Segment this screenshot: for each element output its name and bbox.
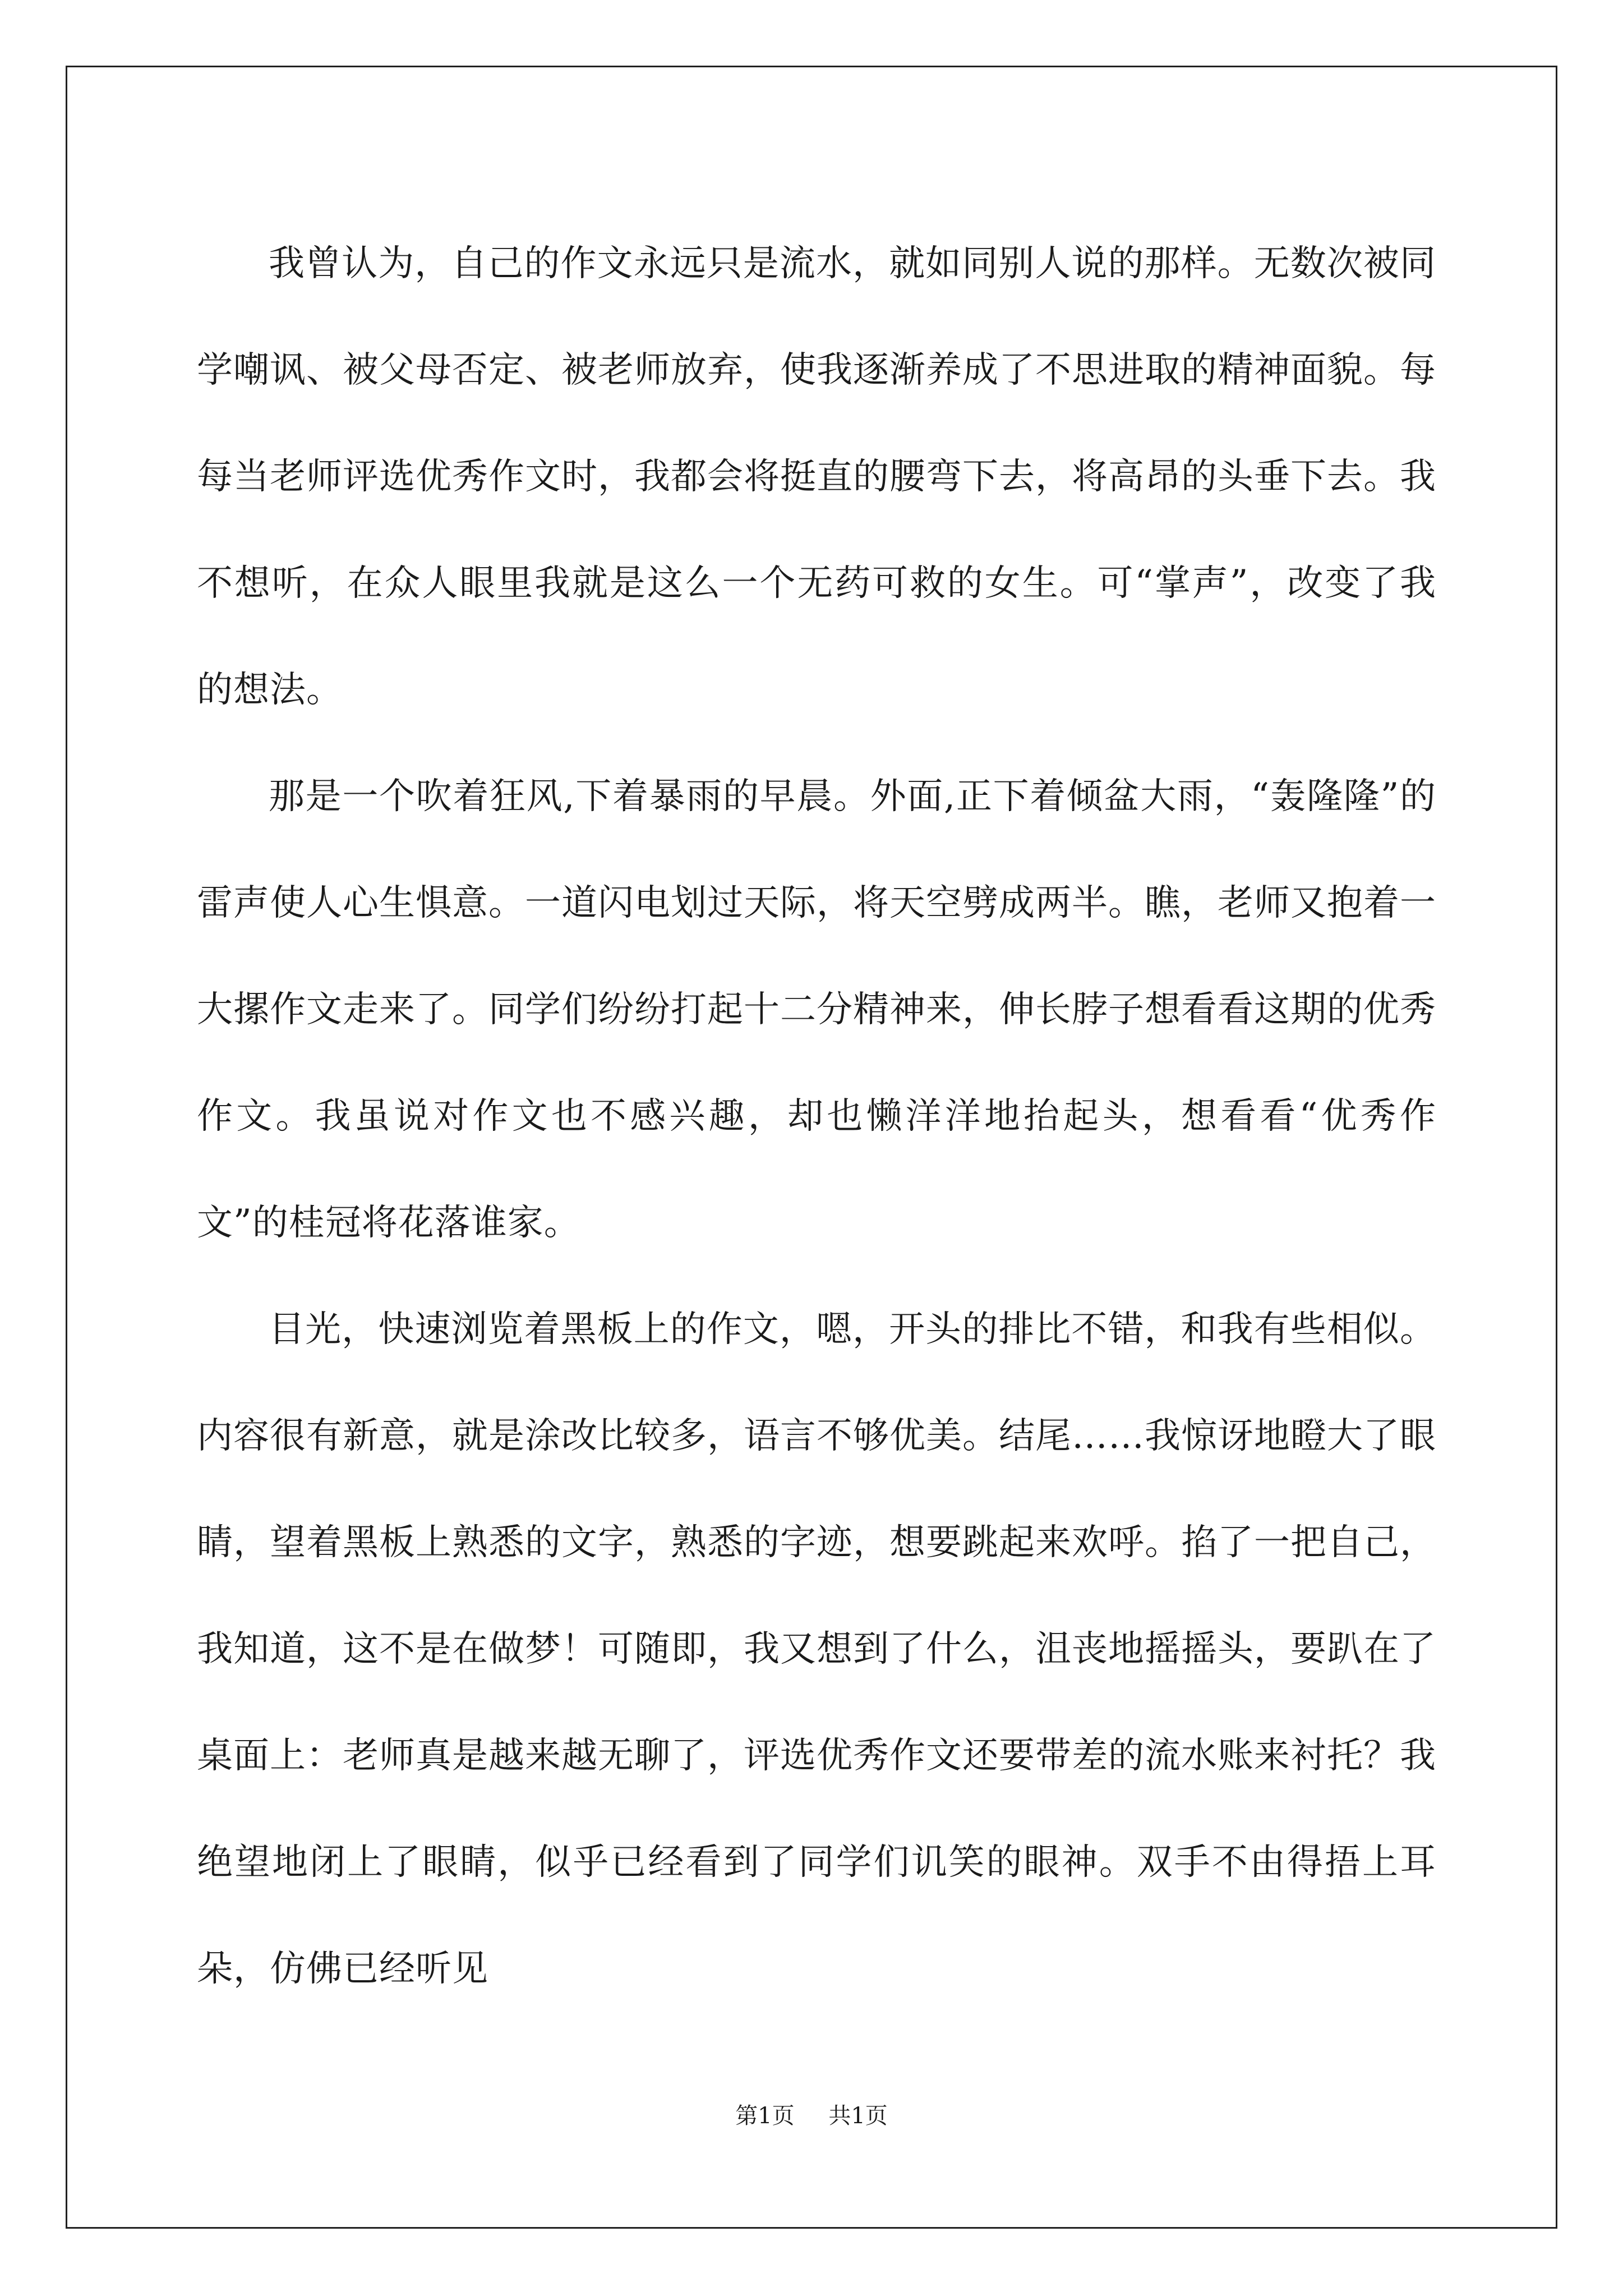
paragraph: 我曾认为，自己的作文永远只是流水，就如同别人说的那样。无数次被同学嘲讽、被父母否定、被老师放弃，使我逐渐养成了不思进取的精神面貌。每每当老师评选优秀作文时，我都会将挺直的腰弯下去，将高昂的头垂下去。我不想听，在众人眼里我就是这么一个无药可救的女生。可“掌声”，改变了我的想法。 [197, 243, 1436, 711]
paragraph: 那是一个吹着狂风,下着暴雨的早晨。外面,正下着倾盆大雨，“轰隆隆”的雷声使人心生惧意。一道闪电划过天际，将天空劈成两半。瞧，老师又抱着一大摞作文走来了。同学们纷纷打起十二分精神来，伸长脖子想看看这期的优秀作文。我虽说对作文也不感兴趣，却也懒洋洋地抬起头，想看看“优秀作文”的桂冠将花落谁家。 [197, 776, 1436, 1244]
page-number-current: 第1页 [735, 2103, 795, 2129]
paragraph: 目光，快速浏览着黑板上的作文，嗯，开头的排比不错，和我有些相似。内容很有新意，就是涂改比较多，语言不够优美。结尾……我惊讶地瞪大了眼睛，望着黑板上熟悉的文字，熟悉的字迹，想要跳起来欢呼。掐了一把自己，我知道，这不是在做梦！可随即，我又想到了什么，沮丧地摇摇头，要趴在了桌面上：老师真是越来越无聊了，评选优秀作文还要带差的流水账来衬托？我绝望地闭上了眼睛，似乎已经看到了同学们讥笑的眼神。双手不由得捂上耳朵，仿佛已经听见 [197, 1309, 1436, 1990]
page-footer [0, 2098, 1623, 2130]
page-number-total: 共1页 [828, 2103, 888, 2129]
document-body [197, 210, 1436, 2062]
